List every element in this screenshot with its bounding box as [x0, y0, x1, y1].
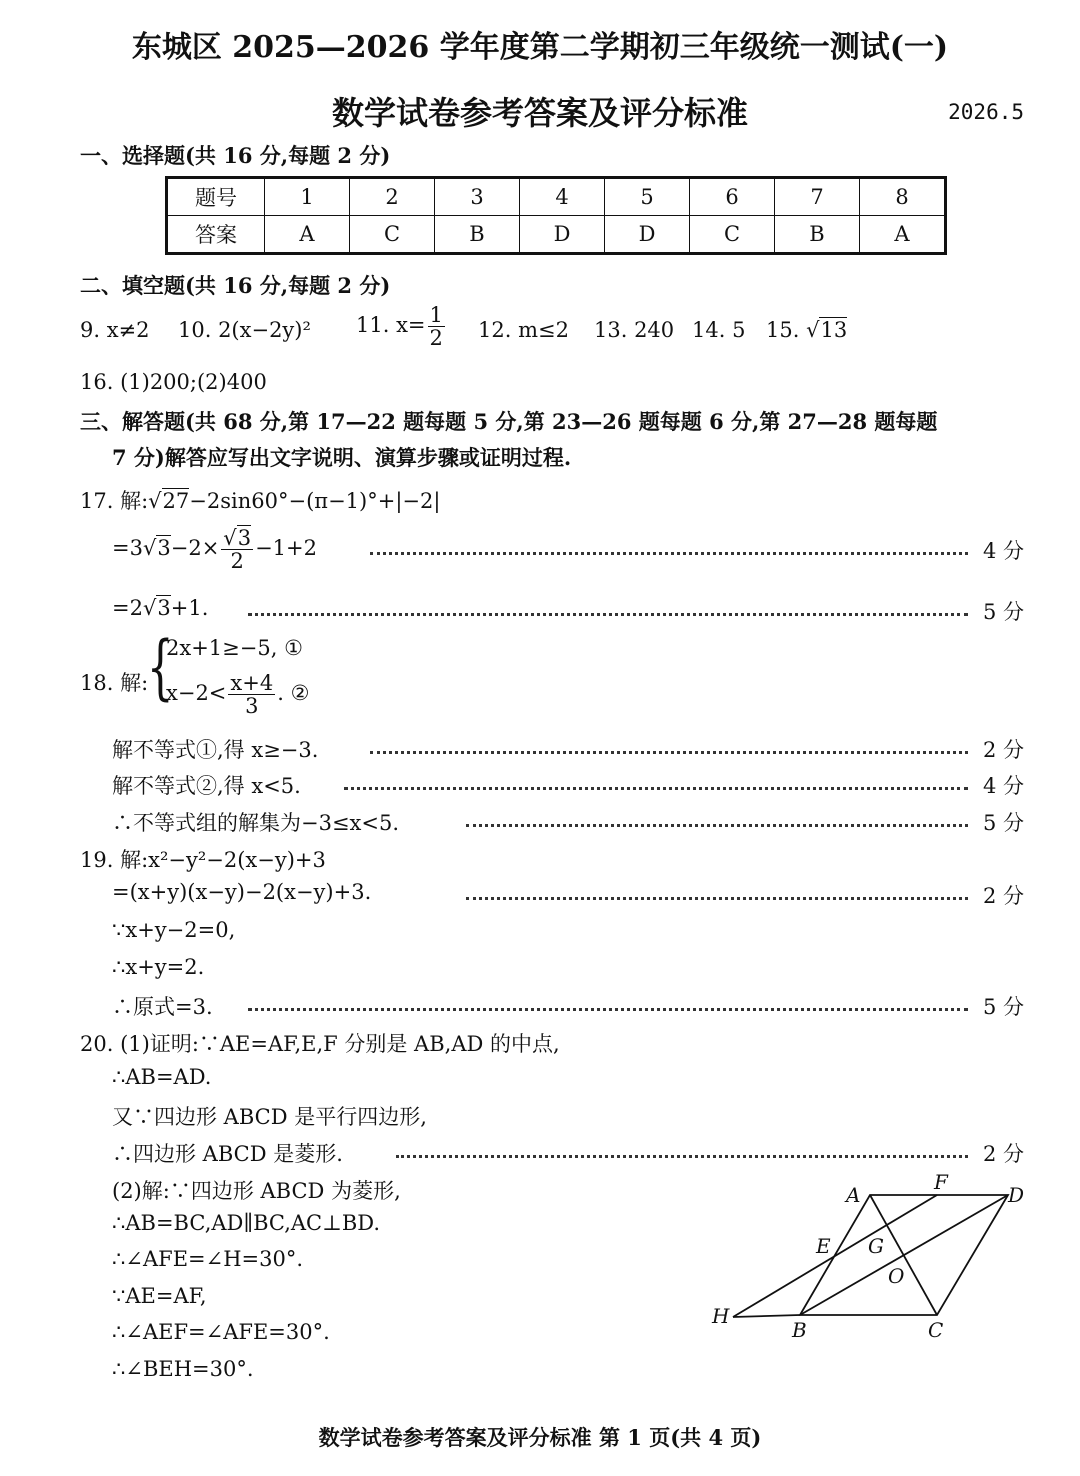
q17-line2	[0, 526, 1080, 574]
point-label-c: C	[928, 1318, 944, 1342]
point-label-a: A	[846, 1183, 861, 1207]
radicand: 27	[162, 489, 190, 513]
table-cell: D	[520, 216, 605, 254]
q20-line9: ∴∠AEF=∠AFE=30°.	[112, 1320, 330, 1344]
point-label-f: F	[934, 1170, 948, 1194]
point-label-b: B	[792, 1318, 807, 1342]
q17-step2: =2√3+1.	[112, 596, 209, 620]
expr-part: +1.	[170, 596, 209, 620]
answer-q12: 12. m≤2	[478, 318, 569, 342]
answer-q13: 13. 240	[594, 318, 675, 342]
expr-part: −1+2	[255, 536, 317, 561]
q19-line1: 19. 解:x²−y²−2(x−y)+3	[80, 848, 326, 872]
table-cell: 1	[265, 178, 350, 216]
step-text: ∴原式=3.	[112, 995, 213, 1019]
fraction	[228, 672, 275, 717]
step-text: 解不等式①,得 x≥−3.	[112, 738, 319, 762]
q20-line6: ∴AB=BC,AD∥BC,AC⊥BD.	[112, 1211, 381, 1235]
section-1-heading: 一、选择题(共 16 分,每题 2 分)	[80, 143, 391, 168]
radicand: 3	[157, 596, 171, 620]
expr-part: . ②	[277, 681, 310, 706]
table-header-cell: 题号	[167, 178, 265, 216]
q18-step-2	[0, 770, 1080, 800]
expr-part: =3	[112, 536, 143, 561]
q17-expression: −2sin60°−(π−1)°+|−2|	[189, 489, 441, 513]
q20-line4	[0, 1138, 1080, 1168]
step-text: ∴四边形 ABCD 是菱形.	[112, 1142, 343, 1166]
rhombus-figure	[700, 1165, 1040, 1345]
answer-q14: 14. 5	[692, 318, 746, 342]
table-cell: 2	[350, 178, 435, 216]
dot-leader	[370, 552, 968, 555]
step-text: =(x+y)(x−y)−2(x−y)+3.	[112, 880, 372, 904]
q19-line4: ∴x+y=2.	[112, 955, 205, 979]
section-3-heading-line2: 7 分)解答应写出文字说明、演算步骤或证明过程.	[112, 445, 572, 470]
radicand: 3	[157, 536, 171, 561]
q20-line8: ∵AE=AF,	[112, 1284, 207, 1308]
q20-line2: ∴AB=AD.	[112, 1065, 212, 1089]
q19-line2	[0, 880, 1080, 910]
table-cell: C	[690, 216, 775, 254]
answer-table	[165, 176, 947, 255]
table-cell: 8	[860, 178, 946, 216]
section-3-heading-line1: 三、解答题(共 68 分,第 17—22 题每题 5 分,第 23—26 题每题 6 分,第 27—28 题每题	[80, 409, 938, 434]
table-cell: D	[605, 216, 690, 254]
answer-q10: 10. 2(x−2y)²	[178, 318, 311, 342]
table-row	[167, 178, 946, 216]
expr-part: =2	[112, 596, 143, 620]
dot-leader	[396, 1155, 968, 1158]
q17-step1: =3√3−2× $\frac{√3}{2}$ −1+2	[112, 526, 317, 574]
dot-leader	[466, 824, 968, 827]
q19-line5	[0, 991, 1080, 1021]
q17-line3	[0, 596, 1080, 626]
radicand: 3	[237, 526, 252, 550]
table-header-cell: 答案	[167, 216, 265, 254]
fraction-numerator: 1	[429, 303, 443, 327]
score: 4 分	[982, 774, 1024, 798]
table-cell: 6	[690, 178, 775, 216]
score: 5 分	[982, 995, 1024, 1019]
q15-prefix: 15.	[766, 318, 807, 342]
line-hb	[733, 1315, 800, 1317]
q18-label: 18. 解:	[80, 671, 149, 695]
table-cell: C	[350, 216, 435, 254]
page-subtitle: 数学试卷参考答案及评分标准	[331, 94, 748, 132]
page-footer: 数学试卷参考答案及评分标准 第 1 页(共 4 页)	[318, 1425, 762, 1450]
answer-q11	[356, 304, 447, 349]
q20-line5: (2)解:∵四边形 ABCD 为菱形,	[112, 1179, 401, 1203]
table-cell: 7	[775, 178, 860, 216]
q20-line7: ∴∠AFE=∠H=30°.	[112, 1247, 304, 1271]
point-label-g: G	[868, 1234, 884, 1258]
fraction-numerator: x+4	[230, 671, 274, 695]
table-row	[167, 216, 946, 254]
q18-inequality-1: 2x+1≥−5, ①	[166, 636, 303, 660]
q20-line10: ∴∠BEH=30°.	[112, 1357, 254, 1381]
dot-leader	[344, 787, 968, 790]
system-brace: {	[146, 626, 174, 708]
score: 2 分	[982, 884, 1024, 908]
q19-line3: ∵x+y−2=0,	[112, 918, 236, 942]
dot-leader	[370, 751, 968, 754]
score: 2 分	[982, 738, 1024, 762]
table-cell: 3	[435, 178, 520, 216]
fraction	[428, 304, 445, 349]
score: 5 分	[982, 811, 1024, 835]
dot-leader	[466, 897, 968, 900]
score: 5 分	[982, 600, 1024, 624]
radicand: 13	[820, 318, 848, 342]
q20-line1: 20. (1)证明:∵AE=AF,E,F 分别是 AB,AD 的中点,	[80, 1032, 560, 1056]
point-label-h: H	[712, 1304, 730, 1328]
table-cell: 5	[605, 178, 690, 216]
q18-step-1	[0, 734, 1080, 764]
table-cell: A	[860, 216, 946, 254]
answer-q16: 16. (1)200;(2)400	[80, 370, 267, 394]
point-label-d: D	[1008, 1183, 1025, 1207]
line-hf	[733, 1195, 937, 1317]
table-cell: 4	[520, 178, 605, 216]
page-title: 东城区 2025—2026 学年度第二学期初三年级统一测试(一)	[131, 30, 949, 65]
q17-label: 17. 解:	[80, 489, 149, 513]
fraction-denominator: 3	[245, 694, 259, 719]
expr-part: −2×	[170, 536, 220, 561]
table-cell: A	[265, 216, 350, 254]
exam-date: 2026.5	[948, 100, 1024, 124]
q20-line3: 又∵四边形 ABCD 是平行四边形,	[112, 1105, 427, 1129]
dot-leader	[248, 1008, 968, 1011]
point-label-e: E	[816, 1234, 831, 1258]
score: 4 分	[982, 539, 1024, 563]
fraction	[221, 527, 253, 572]
score: 2 分	[982, 1142, 1024, 1166]
expr-part: x−2<	[166, 681, 227, 706]
fraction-numerator: √3	[223, 526, 252, 550]
fraction-denominator: 2	[230, 549, 244, 574]
q11-prefix: 11. x=	[356, 313, 426, 338]
q17-line1: 17. 解:√27−2sin60°−(π−1)°+|−2|	[80, 489, 441, 513]
q18-step-3	[0, 807, 1080, 837]
answer-q15: 15. √13	[766, 318, 848, 342]
section-2-heading: 二、填空题(共 16 分,每题 2 分)	[80, 273, 391, 298]
answer-q9: 9. x≠2	[80, 318, 150, 342]
step-text: 解不等式②,得 x<5.	[112, 774, 301, 798]
step-text: ∴不等式组的解集为−3≤x<5.	[112, 811, 400, 835]
dot-leader	[248, 613, 968, 616]
point-label-o: O	[888, 1264, 905, 1288]
table-cell: B	[435, 216, 520, 254]
diagonal-bd	[800, 1195, 1008, 1315]
q18-inequality-2	[166, 672, 309, 717]
table-cell: B	[775, 216, 860, 254]
fraction-denominator: 2	[429, 326, 443, 351]
